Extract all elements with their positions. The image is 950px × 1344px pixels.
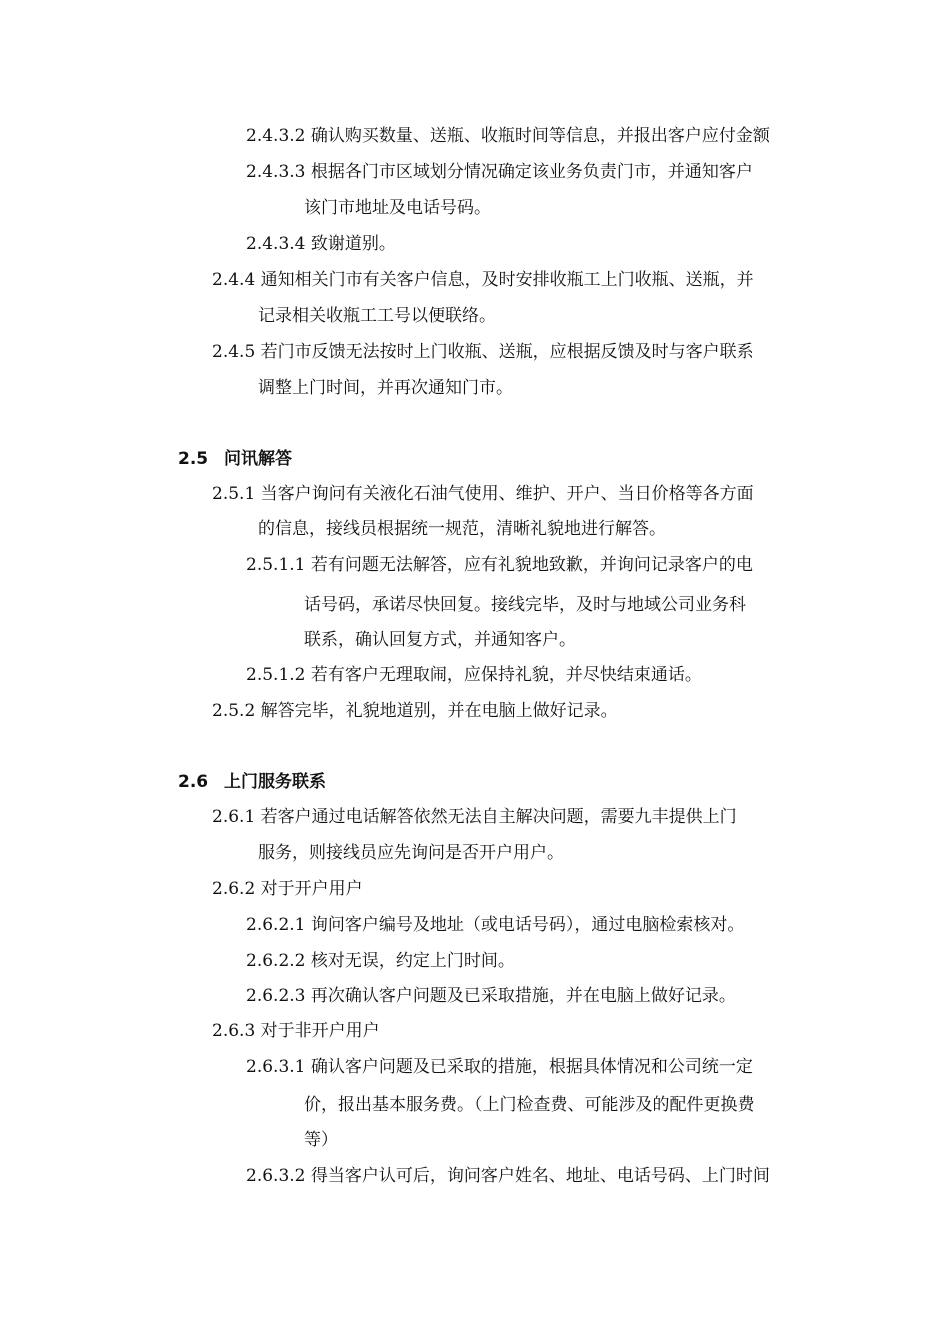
item-number: 2.6.2: [212, 879, 256, 899]
item-2-6-3-2: [246, 1164, 770, 1188]
item-2-5-1-1: [246, 553, 753, 577]
item-2-5-1-cont: [258, 517, 666, 541]
item-text: 解答完毕，礼貌地道别，并在电脑上做好记录。: [260, 701, 618, 721]
section-title: 上门服务联系: [224, 772, 326, 792]
item-text: 调整上门时间，并再次通知门市。: [258, 378, 513, 398]
item-text: 若门市反馈无法按时上门收瓶、送瓶，应根据反馈及时与客户联系: [260, 342, 754, 362]
item-number: 2.5.1.2: [246, 665, 306, 685]
item-2-5-1-1-cont1: [304, 593, 746, 617]
item-number: 2.4.5: [212, 342, 256, 362]
item-number: 2.6.2.2: [246, 951, 306, 971]
item-text: 当客户询问有关液化石油气使用、维护、开户、当日价格等各方面: [260, 484, 754, 504]
item-text: 若客户通过电话解答依然无法自主解决问题，需要九丰提供上门: [260, 807, 737, 827]
item-number: 2.4.4: [212, 270, 256, 290]
item-2-5-2: [212, 699, 618, 723]
item-text: 联系，确认回复方式，并通知客户。: [304, 630, 576, 650]
item-text: 核对无误，约定上门时间。: [310, 951, 515, 971]
item-number: 2.6.3: [212, 1021, 256, 1041]
item-number: 2.4.3.3: [246, 162, 306, 182]
item-text: 等）: [304, 1130, 338, 1150]
item-2-6-2-2: [246, 949, 515, 973]
item-number: 2.4.3.4: [246, 234, 306, 254]
item-text: 的信息，接线员根据统一规范，清晰礼貌地进行解答。: [258, 519, 666, 539]
item-2-6-3: [212, 1019, 380, 1043]
item-2-6-3-1-cont2: [304, 1128, 338, 1152]
item-text: 对于开户用户: [260, 879, 363, 899]
item-text: 话号码，承诺尽快回复。接线完毕，及时与地域公司业务科: [304, 595, 746, 615]
item-number: 2.4.3.2: [246, 126, 306, 146]
item-text: 该门市地址及电话号码。: [304, 198, 491, 218]
item-2-4-5-cont: [258, 376, 513, 400]
item-text: 通知相关门市有关客户信息，及时安排收瓶工上门收瓶、送瓶，并: [260, 270, 754, 290]
item-2-5-1-2: [246, 663, 702, 687]
item-2-6-1-cont: [258, 841, 564, 865]
item-2-6-1: [212, 805, 737, 829]
item-text: 根据各门市区域划分情况确定该业务负责门市，并通知客户: [310, 162, 753, 182]
item-number: 2.6.2.3: [246, 986, 306, 1006]
item-number: 2.5.1: [212, 484, 256, 504]
item-2-4-3-3-cont: [304, 196, 491, 220]
item-2-4-4-cont: [258, 304, 496, 328]
section-heading-2-5: [178, 447, 292, 471]
item-number: 2.6.1: [212, 807, 256, 827]
item-text: 得当客户认可后，询问客户姓名、地址、电话号码、上门时间: [310, 1166, 770, 1186]
item-2-6-3-1-cont1: [304, 1093, 755, 1117]
item-2-6-2-3: [246, 984, 736, 1008]
item-text: 确认购买数量、送瓶、收瓶时间等信息，并报出客户应付金额: [310, 126, 770, 146]
section-heading-2-6: [178, 770, 326, 794]
item-text: 对于非开户用户: [260, 1021, 380, 1041]
section-number: 2.6: [178, 772, 209, 792]
item-number: 2.6.3.1: [246, 1057, 306, 1077]
item-text: 价，报出基本服务费。（上门检查费、可能涉及的配件更换费: [304, 1095, 755, 1115]
item-text: 确认客户问题及已采取的措施，根据具体情况和公司统一定: [310, 1057, 753, 1077]
item-text: 服务，则接线员应先询问是否开户用户。: [258, 843, 564, 863]
item-text: 若有问题无法解答，应有礼貌地致歉，并询问记录客户的电: [310, 555, 753, 575]
section-number: 2.5: [178, 449, 209, 469]
item-2-5-1-1-cont2: [304, 628, 576, 652]
item-number: 2.6.2.1: [246, 915, 306, 935]
item-2-6-2: [212, 877, 363, 901]
item-number: 2.6.3.2: [246, 1166, 306, 1186]
item-2-4-3-2: [246, 124, 770, 148]
item-2-4-3-3: [246, 160, 753, 184]
item-text: 再次确认客户问题及已采取措施，并在电脑上做好记录。: [310, 986, 736, 1006]
item-text: 若有客户无理取闹，应保持礼貌，并尽快结束通话。: [310, 665, 702, 685]
item-2-4-5: [212, 340, 754, 364]
item-2-4-3-4: [246, 232, 396, 256]
item-2-6-2-1: [246, 913, 744, 937]
item-2-5-1: [212, 482, 754, 506]
item-number: 2.5.2: [212, 701, 256, 721]
item-number: 2.5.1.1: [246, 555, 306, 575]
item-2-6-3-1: [246, 1055, 753, 1079]
item-text: 询问客户编号及地址（或电话号码），通过电脑检索核对。: [310, 915, 745, 935]
section-title: 问讯解答: [224, 449, 292, 469]
item-text: 致谢道别。: [310, 234, 396, 254]
item-text: 记录相关收瓶工工号以便联络。: [258, 306, 496, 326]
item-2-4-4: [212, 268, 754, 292]
